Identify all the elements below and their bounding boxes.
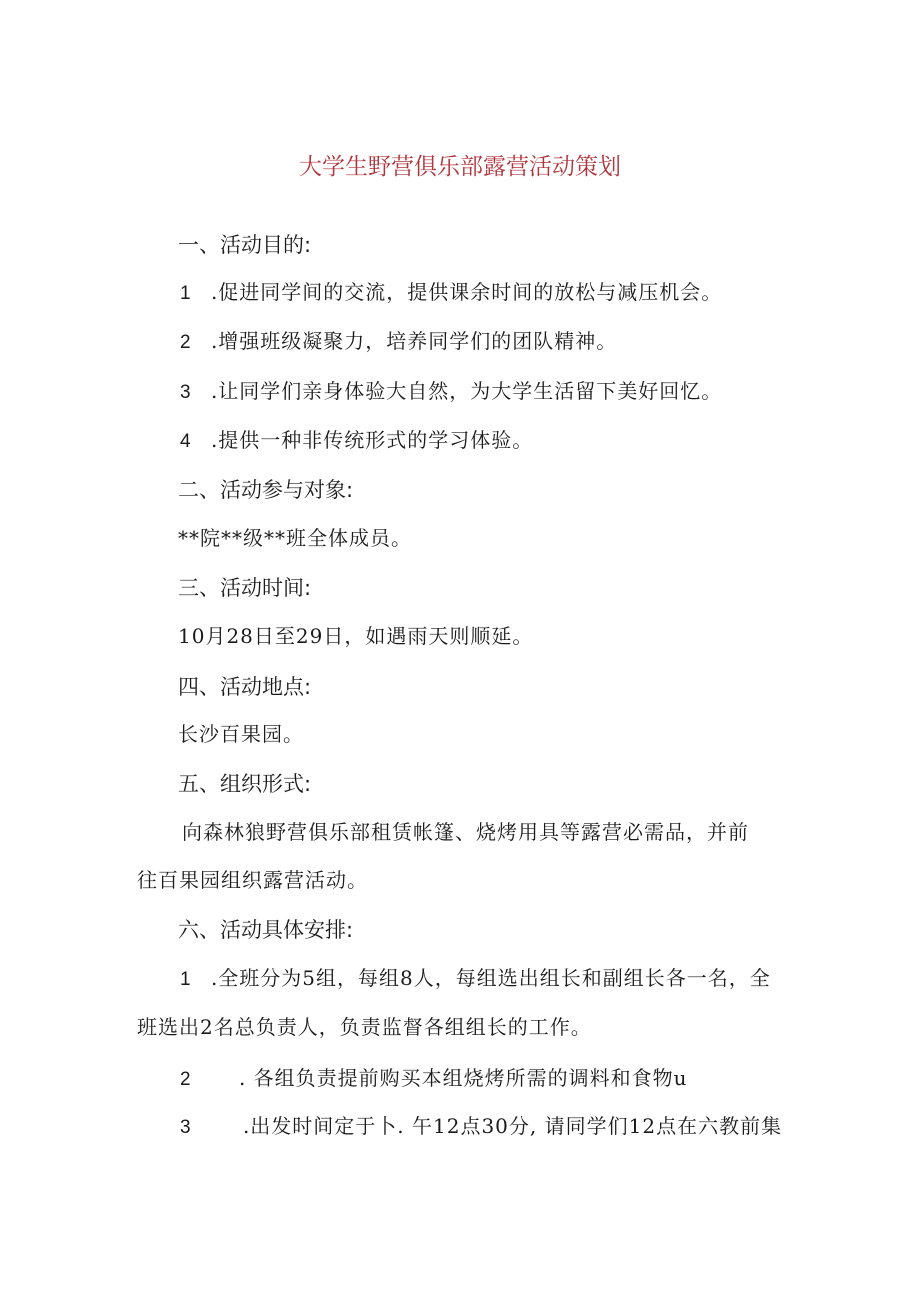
- list-item-text: . 各组负责提前购买本组烧烤所需的调料和食物u: [238, 1066, 688, 1090]
- section-heading-schedule: 六、活动具体安排:: [178, 918, 354, 942]
- participants-text: **院**级**班全体成员。: [178, 526, 412, 550]
- list-item-text: .提供一种非传统形式的学习体验。: [210, 428, 534, 452]
- section-heading-organization: 五、组织形式:: [178, 772, 312, 796]
- list-item: [180, 325, 617, 354]
- section-heading-location: 四、活动地点:: [178, 675, 312, 699]
- list-item-number: 4: [180, 431, 192, 452]
- list-item: [180, 276, 722, 305]
- list-item-text: .让同学们亲身体验大自然，为大学生活留下美好回忆。: [210, 379, 723, 403]
- list-item-text: .出发时间定于卜. 午12点30分, 请同学们12点在六教前集: [242, 1114, 783, 1138]
- section-heading-participants: 二、活动参与对象:: [178, 478, 354, 502]
- list-item-number: 2: [180, 332, 192, 353]
- list-item: [180, 424, 533, 453]
- organization-text-line1: 向森林狼野营俱乐部租赁帐篷、烧烤用具等露营必需品，并前: [182, 820, 749, 844]
- list-item-number: 3: [180, 1117, 192, 1138]
- list-item-number: 2: [180, 1069, 192, 1090]
- list-item-continuation: 班选出2名总负责人，负责监督各组组长的工作。: [137, 1015, 592, 1039]
- list-item-number: 3: [180, 382, 192, 403]
- document-title: 大学生野营俱乐部露营活动策划: [299, 154, 621, 180]
- list-item-text: .促进同学间的交流，提供课余时间的放松与减压机会。: [210, 280, 723, 304]
- section-heading-purpose: 一、活动目的:: [178, 233, 312, 257]
- list-item-number: 1: [180, 283, 192, 304]
- list-item-text: .增强班级凝聚力，培养同学们的团队精神。: [210, 329, 618, 353]
- list-item: [180, 962, 771, 991]
- section-heading-time: 三、活动时间:: [178, 576, 312, 600]
- list-item-text: .全班分为5组，每组8人，每组选出组长和副组长各一名，全: [210, 966, 771, 990]
- list-item: [180, 1110, 782, 1139]
- time-text: 10月28日至29日，如遇雨天则顺延。: [178, 624, 534, 648]
- list-item-number: 1: [180, 969, 192, 990]
- list-item: [180, 1062, 688, 1091]
- list-item: [180, 375, 722, 404]
- organization-text-line2: 往百果园组织露营活动。: [137, 868, 368, 892]
- location-text: 长沙百果园。: [178, 722, 304, 746]
